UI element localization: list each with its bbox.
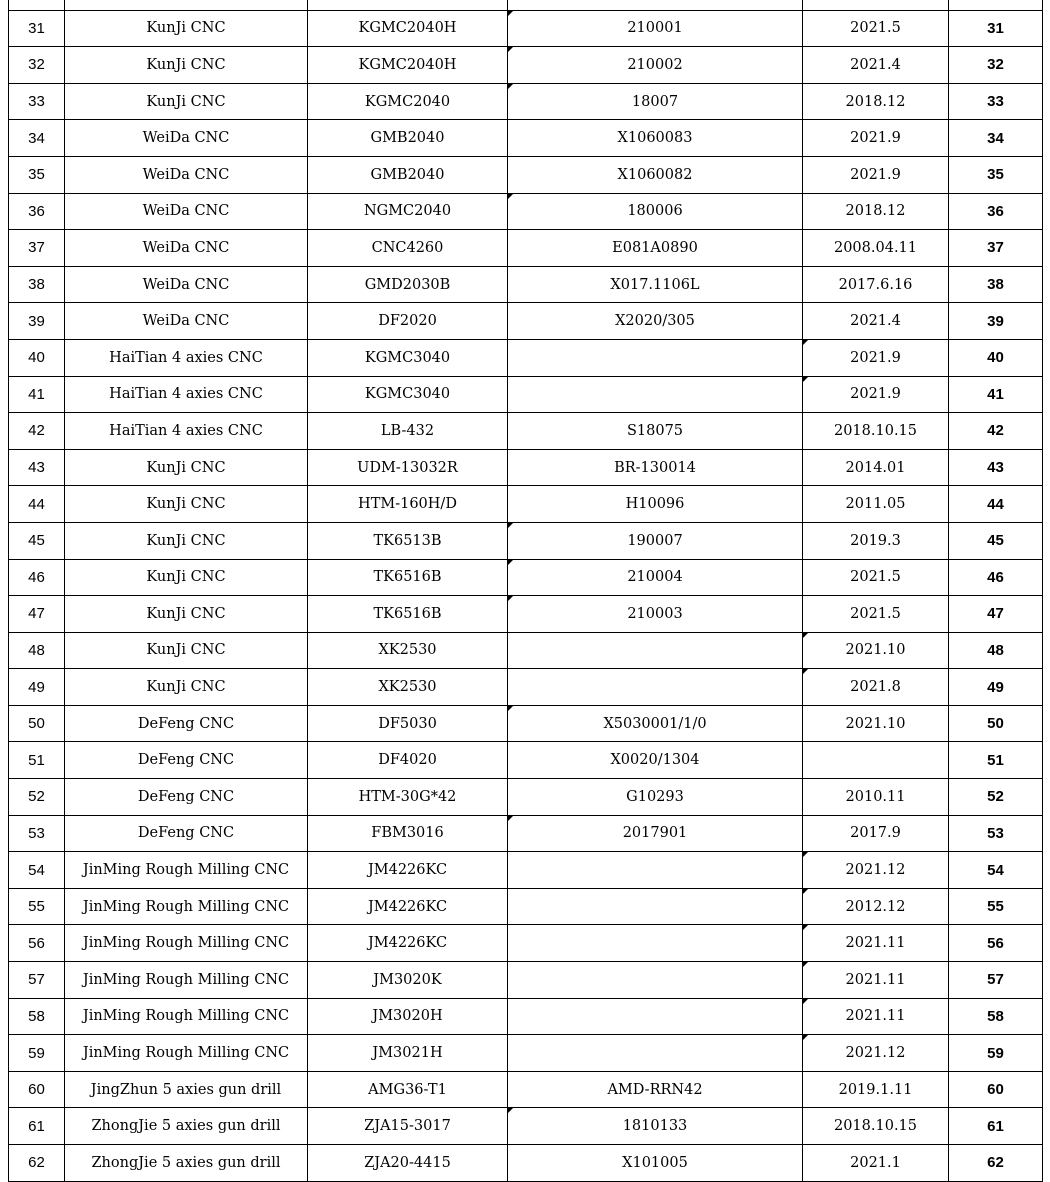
cell-sequence: 34 (949, 120, 1043, 157)
cell-model (308, 0, 508, 10)
cell-sequence: 33 (949, 83, 1043, 120)
cell-equipment-name: JingZhun 5 axies gun drill (65, 1071, 308, 1108)
cell-serial-number (508, 339, 803, 376)
cell-sequence: 49 (949, 669, 1043, 706)
cell-serial-number: 180006 (508, 193, 803, 230)
table-row (9, 925, 1043, 962)
cell-equipment-name: WeiDa CNC (65, 156, 308, 193)
cell-number: 39 (9, 303, 65, 340)
equipment-table-body (9, 0, 1043, 1181)
table-row (9, 779, 1043, 816)
cell-number: 33 (9, 83, 65, 120)
cell-equipment-name: WeiDa CNC (65, 230, 308, 267)
cell-model: JM3020H (308, 998, 508, 1035)
cell-model: GMB2040 (308, 120, 508, 157)
cell-date: 2018.12 (803, 193, 949, 230)
cell-model: JM4226KC (308, 888, 508, 925)
cell-number: 49 (9, 669, 65, 706)
table-row (9, 193, 1043, 230)
table-row (9, 0, 1043, 10)
cell-model: JM4226KC (308, 925, 508, 962)
cell-model: TK6513B (308, 522, 508, 559)
cell-sequence: 36 (949, 193, 1043, 230)
cell-number: 46 (9, 559, 65, 596)
table-row (9, 156, 1043, 193)
cell-equipment-name: JinMing Rough Milling CNC (65, 852, 308, 889)
cell-equipment-name: ZhongJie 5 axies gun drill (65, 1108, 308, 1145)
cell-equipment-name: KunJi CNC (65, 10, 308, 47)
table-row (9, 376, 1043, 413)
cell-sequence: 40 (949, 339, 1043, 376)
equipment-table (8, 0, 1043, 1182)
cell-date: 2021.12 (803, 852, 949, 889)
cell-number: 32 (9, 47, 65, 84)
cell-model: HTM-30G*42 (308, 779, 508, 816)
table-row (9, 1035, 1043, 1072)
cell-model: LB-432 (308, 413, 508, 450)
cell-number: 62 (9, 1145, 65, 1182)
cell-equipment-name: KunJi CNC (65, 559, 308, 596)
cell-serial-number: S18075 (508, 413, 803, 450)
cell-equipment-name: HaiTian 4 axies CNC (65, 413, 308, 450)
cell-date: 2021.4 (803, 303, 949, 340)
cell-serial-number: 2017901 (508, 815, 803, 852)
cell-date: 2019.3 (803, 522, 949, 559)
cell-equipment-name: HaiTian 4 axies CNC (65, 339, 308, 376)
cell-model: HTM-160H/D (308, 486, 508, 523)
table-row (9, 888, 1043, 925)
cell-equipment-name: JinMing Rough Milling CNC (65, 1035, 308, 1072)
cell-equipment-name: WeiDa CNC (65, 193, 308, 230)
table-row (9, 998, 1043, 1035)
table-row (9, 852, 1043, 889)
cell-serial-number: X101005 (508, 1145, 803, 1182)
cell-equipment-name: KunJi CNC (65, 449, 308, 486)
cell-sequence: 52 (949, 779, 1043, 816)
cell-date: 2021.11 (803, 962, 949, 999)
table-row (9, 230, 1043, 267)
cell-sequence: 59 (949, 1035, 1043, 1072)
cell-serial-number: 18007 (508, 83, 803, 120)
cell-serial-number (508, 852, 803, 889)
cell-sequence: 55 (949, 888, 1043, 925)
cell-serial-number (508, 632, 803, 669)
cell-serial-number (508, 376, 803, 413)
cell-sequence: 54 (949, 852, 1043, 889)
cell-equipment-name: ZhongJie 5 axies gun drill (65, 1145, 308, 1182)
cell-number: 41 (9, 376, 65, 413)
cell-date: 2021.9 (803, 376, 949, 413)
cell-serial-number (508, 888, 803, 925)
table-row (9, 742, 1043, 779)
cell-equipment-name: JinMing Rough Milling CNC (65, 998, 308, 1035)
cell-number: 53 (9, 815, 65, 852)
cell-equipment-name: DeFeng CNC (65, 705, 308, 742)
table-row (9, 522, 1043, 559)
cell-number: 37 (9, 230, 65, 267)
cell-serial-number: G10293 (508, 779, 803, 816)
cell-equipment-name: WeiDa CNC (65, 266, 308, 303)
table-row (9, 303, 1043, 340)
cell-model: JM4226KC (308, 852, 508, 889)
cell-number: 59 (9, 1035, 65, 1072)
cell-sequence: 39 (949, 303, 1043, 340)
table-row (9, 266, 1043, 303)
cell-sequence: 43 (949, 449, 1043, 486)
cell-date: 2021.8 (803, 669, 949, 706)
cell-sequence: 44 (949, 486, 1043, 523)
cell-date: 2017.9 (803, 815, 949, 852)
table-row (9, 632, 1043, 669)
table-row (9, 449, 1043, 486)
cell-sequence: 62 (949, 1145, 1043, 1182)
cell-serial-number: X1060082 (508, 156, 803, 193)
cell-serial-number (508, 0, 803, 10)
cell-number: 57 (9, 962, 65, 999)
cell-serial-number: 210001 (508, 10, 803, 47)
cell-date: 2018.10.15 (803, 413, 949, 450)
table-row (9, 83, 1043, 120)
cell-number: 51 (9, 742, 65, 779)
cell-date: 2021.5 (803, 596, 949, 633)
cell-date (803, 0, 949, 10)
cell-sequence: 35 (949, 156, 1043, 193)
cell-date: 2021.11 (803, 925, 949, 962)
cell-model: JM3021H (308, 1035, 508, 1072)
cell-sequence: 57 (949, 962, 1043, 999)
cell-model: GMB2040 (308, 156, 508, 193)
table-row (9, 559, 1043, 596)
cell-date: 2011.05 (803, 486, 949, 523)
cell-equipment-name: DeFeng CNC (65, 742, 308, 779)
cell-sequence: 41 (949, 376, 1043, 413)
cell-number: 47 (9, 596, 65, 633)
cell-serial-number: X017.1106L (508, 266, 803, 303)
cell-serial-number (508, 998, 803, 1035)
cell-serial-number: H10096 (508, 486, 803, 523)
cell-model: UDM-13032R (308, 449, 508, 486)
cell-date: 2021.9 (803, 339, 949, 376)
cell-serial-number (508, 925, 803, 962)
cell-number: 36 (9, 193, 65, 230)
table-row (9, 1145, 1043, 1182)
cell-number: 38 (9, 266, 65, 303)
cell-date: 2017.6.16 (803, 266, 949, 303)
table-row (9, 596, 1043, 633)
cell-equipment-name: HaiTian 4 axies CNC (65, 376, 308, 413)
cell-sequence: 46 (949, 559, 1043, 596)
cell-serial-number (508, 669, 803, 706)
cell-date: 2021.11 (803, 998, 949, 1035)
cell-date: 2021.12 (803, 1035, 949, 1072)
cell-number: 35 (9, 156, 65, 193)
cell-sequence: 48 (949, 632, 1043, 669)
cell-serial-number: X5030001/1/0 (508, 705, 803, 742)
cell-sequence: 42 (949, 413, 1043, 450)
cell-serial-number (508, 1035, 803, 1072)
cell-number: 40 (9, 339, 65, 376)
table-row (9, 669, 1043, 706)
cell-number: 61 (9, 1108, 65, 1145)
cell-model: XK2530 (308, 632, 508, 669)
cell-sequence: 61 (949, 1108, 1043, 1145)
cell-date: 2018.12 (803, 83, 949, 120)
table-row (9, 1071, 1043, 1108)
cell-model: XK2530 (308, 669, 508, 706)
cell-model: DF5030 (308, 705, 508, 742)
cell-equipment-name (65, 0, 308, 10)
cell-date: 2018.10.15 (803, 1108, 949, 1145)
cell-date: 2021.5 (803, 559, 949, 596)
cell-equipment-name: WeiDa CNC (65, 120, 308, 157)
cell-equipment-name: JinMing Rough Milling CNC (65, 888, 308, 925)
table-row (9, 815, 1043, 852)
cell-serial-number: 210002 (508, 47, 803, 84)
table-row (9, 962, 1043, 999)
table-row (9, 120, 1043, 157)
cell-model: TK6516B (308, 596, 508, 633)
cell-date: 2021.9 (803, 120, 949, 157)
cell-number: 52 (9, 779, 65, 816)
cell-model: DF2020 (308, 303, 508, 340)
cell-serial-number: BR-130014 (508, 449, 803, 486)
cell-equipment-name: JinMing Rough Milling CNC (65, 962, 308, 999)
cell-serial-number (508, 962, 803, 999)
cell-equipment-name: KunJi CNC (65, 47, 308, 84)
cell-date: 2008.04.11 (803, 230, 949, 267)
cell-serial-number: 1810133 (508, 1108, 803, 1145)
cell-equipment-name: WeiDa CNC (65, 303, 308, 340)
cell-date: 2021.4 (803, 47, 949, 84)
cell-serial-number: X1060083 (508, 120, 803, 157)
cell-serial-number: 190007 (508, 522, 803, 559)
cell-sequence: 58 (949, 998, 1043, 1035)
cell-sequence (949, 0, 1043, 10)
cell-number: 43 (9, 449, 65, 486)
cell-number: 31 (9, 10, 65, 47)
cell-date: 2010.11 (803, 779, 949, 816)
cell-equipment-name: KunJi CNC (65, 522, 308, 559)
cell-number: 56 (9, 925, 65, 962)
cell-model: KGMC2040H (308, 10, 508, 47)
cell-date: 2021.5 (803, 10, 949, 47)
cell-equipment-name: KunJi CNC (65, 486, 308, 523)
cell-number (9, 0, 65, 10)
table-row (9, 1108, 1043, 1145)
cell-number: 55 (9, 888, 65, 925)
table-row (9, 705, 1043, 742)
table-row (9, 47, 1043, 84)
cell-sequence: 56 (949, 925, 1043, 962)
cell-date: 2012.12 (803, 888, 949, 925)
cell-number: 58 (9, 998, 65, 1035)
cell-sequence: 51 (949, 742, 1043, 779)
cell-date: 2021.10 (803, 705, 949, 742)
cell-equipment-name: KunJi CNC (65, 83, 308, 120)
cell-equipment-name: KunJi CNC (65, 632, 308, 669)
cell-serial-number: X0020/1304 (508, 742, 803, 779)
cell-number: 45 (9, 522, 65, 559)
cell-number: 34 (9, 120, 65, 157)
cell-serial-number: 210004 (508, 559, 803, 596)
cell-date: 2014.01 (803, 449, 949, 486)
cell-sequence: 31 (949, 10, 1043, 47)
cell-serial-number: E081A0890 (508, 230, 803, 267)
cell-model: JM3020K (308, 962, 508, 999)
cell-date: 2019.1.11 (803, 1071, 949, 1108)
cell-sequence: 60 (949, 1071, 1043, 1108)
cell-model: KGMC3040 (308, 376, 508, 413)
cell-equipment-name: KunJi CNC (65, 669, 308, 706)
cell-sequence: 45 (949, 522, 1043, 559)
cell-date: 2021.9 (803, 156, 949, 193)
cell-number: 54 (9, 852, 65, 889)
cell-equipment-name: KunJi CNC (65, 596, 308, 633)
cell-model: FBM3016 (308, 815, 508, 852)
cell-date: 2021.1 (803, 1145, 949, 1182)
cell-sequence: 38 (949, 266, 1043, 303)
cell-equipment-name: JinMing Rough Milling CNC (65, 925, 308, 962)
cell-number: 42 (9, 413, 65, 450)
cell-equipment-name: DeFeng CNC (65, 779, 308, 816)
table-row (9, 10, 1043, 47)
table-row (9, 486, 1043, 523)
cell-sequence: 50 (949, 705, 1043, 742)
cell-model: KGMC2040 (308, 83, 508, 120)
cell-model: KGMC2040H (308, 47, 508, 84)
cell-equipment-name: DeFeng CNC (65, 815, 308, 852)
cell-model: TK6516B (308, 559, 508, 596)
cell-sequence: 32 (949, 47, 1043, 84)
cell-number: 50 (9, 705, 65, 742)
cell-number: 44 (9, 486, 65, 523)
cell-date (803, 742, 949, 779)
cell-serial-number: 210003 (508, 596, 803, 633)
cell-number: 48 (9, 632, 65, 669)
cell-model: ZJA15-3017 (308, 1108, 508, 1145)
table-row (9, 339, 1043, 376)
cell-sequence: 37 (949, 230, 1043, 267)
cell-model: GMD2030B (308, 266, 508, 303)
cell-model: ZJA20-4415 (308, 1145, 508, 1182)
cell-model: DF4020 (308, 742, 508, 779)
cell-model: CNC4260 (308, 230, 508, 267)
cell-serial-number: X2020/305 (508, 303, 803, 340)
cell-sequence: 53 (949, 815, 1043, 852)
cell-number: 60 (9, 1071, 65, 1108)
cell-model: KGMC3040 (308, 339, 508, 376)
cell-model: AMG36-T1 (308, 1071, 508, 1108)
cell-model: NGMC2040 (308, 193, 508, 230)
table-row (9, 413, 1043, 450)
cell-date: 2021.10 (803, 632, 949, 669)
cell-serial-number: AMD-RRN42 (508, 1071, 803, 1108)
cell-sequence: 47 (949, 596, 1043, 633)
